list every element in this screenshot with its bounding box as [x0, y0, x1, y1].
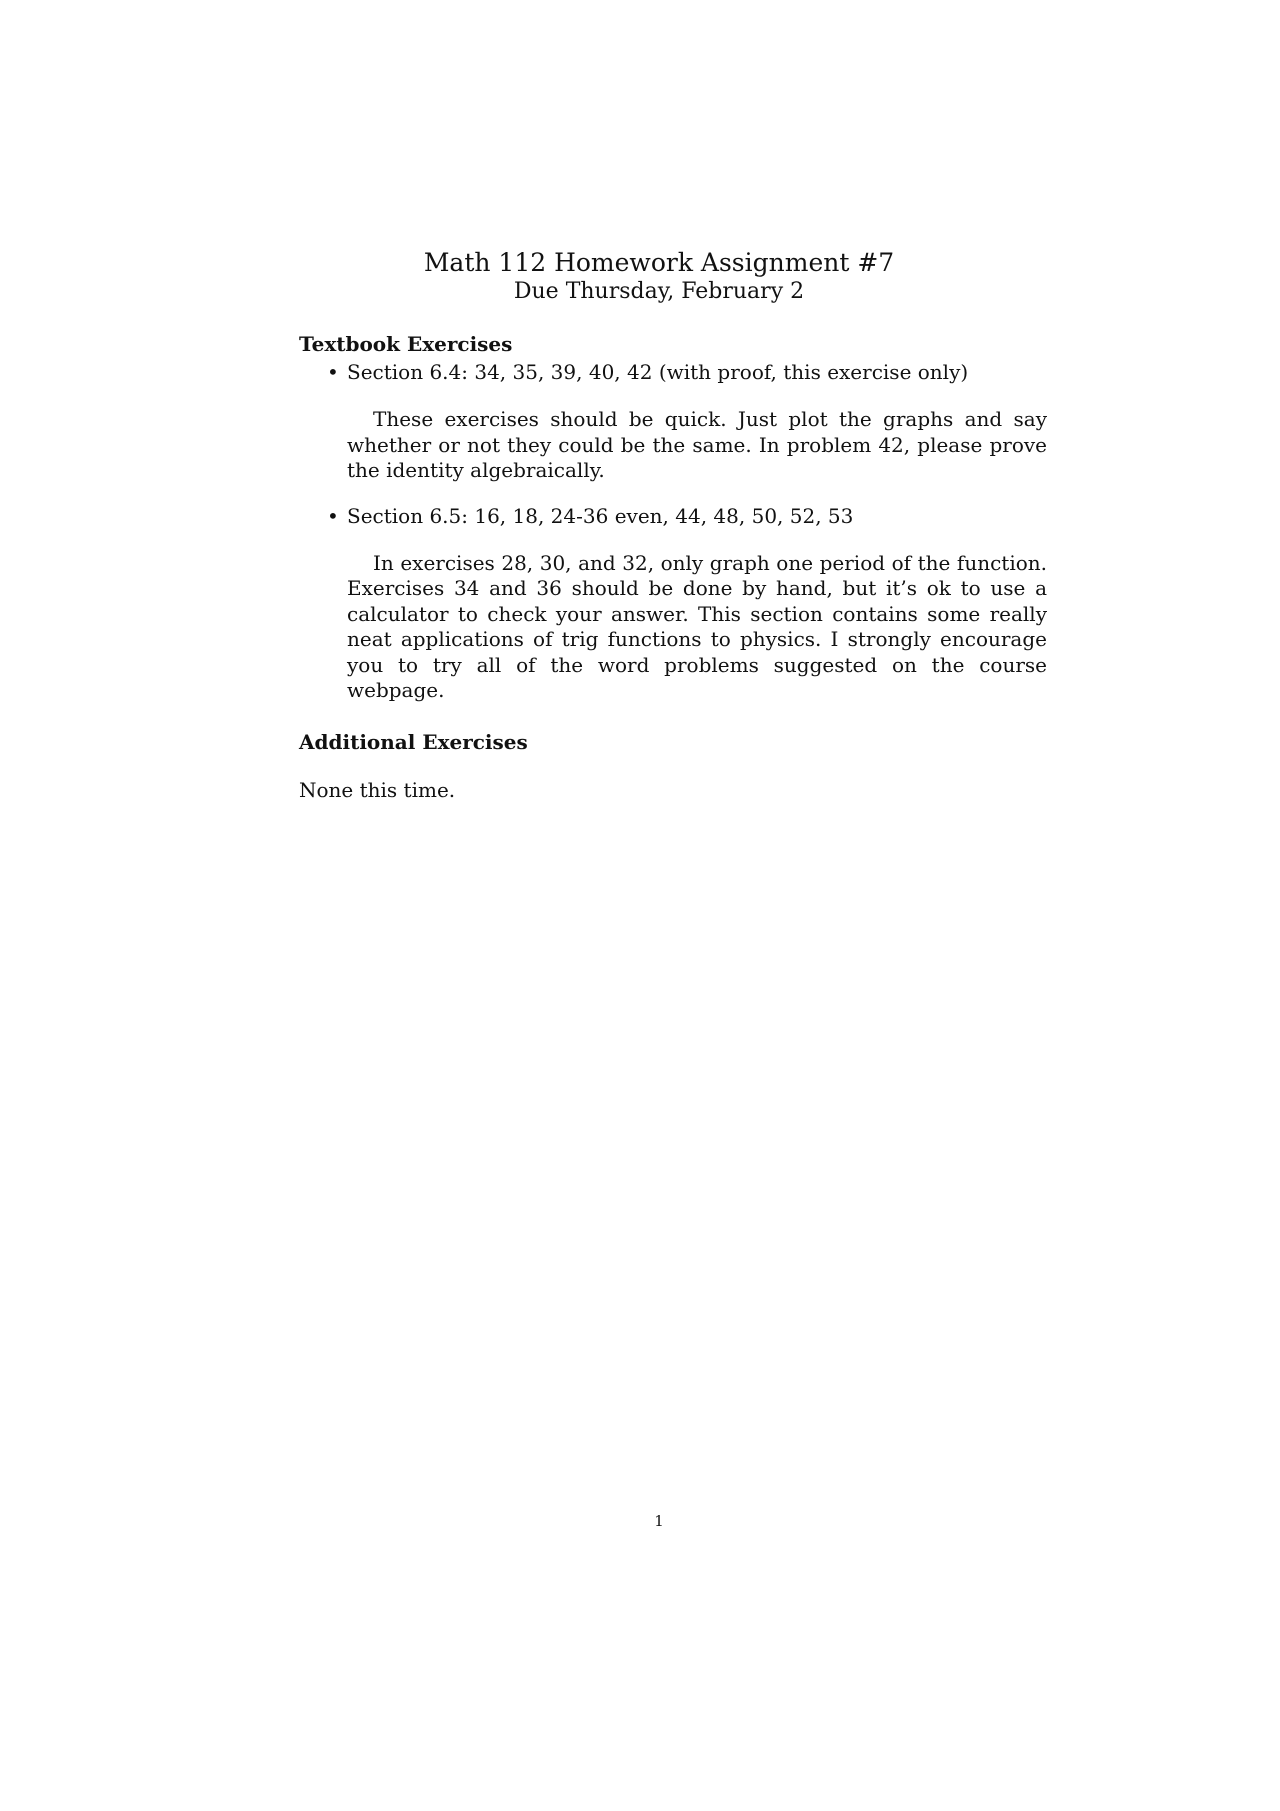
additional-text: None this time.: [299, 777, 456, 802]
bullet-icon: •: [327, 503, 339, 528]
exercise-list: Section 6.5: 16, 18, 24-36 even, 44, 48, 50, 52, 53: [347, 503, 854, 528]
title-block: [0, 248, 1280, 306]
list-item: [299, 360, 1047, 484]
exercise-list: Section 6.4: 34, 35, 39, 40, 42 (with proof, this exercise only): [347, 360, 969, 384]
document-body: [299, 330, 1047, 803]
bullet-icon: •: [327, 360, 339, 384]
section-heading-textbook: Textbook Exercises: [299, 332, 513, 356]
document-title: Math 112 Homework Assignment #7: [423, 248, 895, 277]
exercise-note: In exercises 28, 30, and 32, only graph one period of the function. Exercises 34 and 36 should be done by hand, but it’s ok to use a calculator to check your answer. This section contains some really neat applications of trig functions to physics. I strongly encourage you to try all of the word problems suggested on the course webpage.: [347, 550, 1047, 702]
due-date: Due Thursday, February 2: [513, 279, 805, 304]
exercise-note: These exercises should be quick. Just plot the graphs and say whether or not they could be the same. In problem 42, please prove the identity algebraically.: [347, 407, 1047, 482]
list-item: [299, 504, 1047, 704]
section-heading-additional: Additional Exercises: [299, 729, 528, 754]
page-number: 1: [654, 1512, 664, 1530]
